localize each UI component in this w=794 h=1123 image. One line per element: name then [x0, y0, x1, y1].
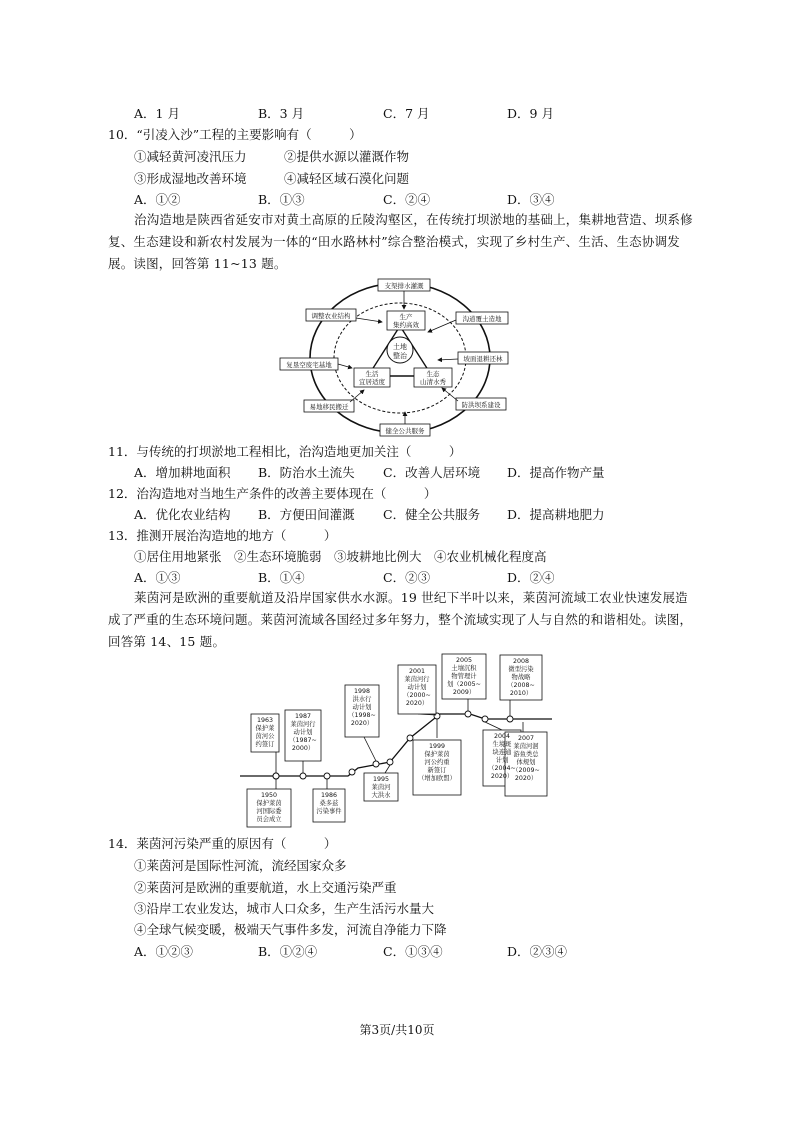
timeline-event-text: （2004~ — [488, 765, 516, 772]
question-stem: 14．莱茵河污染严重的原因有（ ） — [108, 836, 337, 851]
option-b: B．防治水土流失 — [258, 465, 355, 480]
option-c: C．①③④ — [383, 944, 443, 959]
timeline-event-text: 桑多兹 — [319, 800, 339, 807]
timeline-event-text: 保护莱茵 — [256, 800, 282, 807]
center-label: 土地 — [393, 343, 407, 351]
timeline-event-text: 2020） — [490, 773, 514, 780]
outer-node: 坡面退耕还林 — [463, 355, 503, 363]
timeline-event-text: 1963 — [256, 717, 274, 724]
timeline-event-text: （1987~ — [289, 737, 317, 744]
timeline-event-text: （增加欧盟） — [418, 775, 456, 782]
outer-node: 沟道覆土造地 — [462, 315, 502, 323]
reading-passage: 治沟造地是陕西省延安市对黄土高原的丘陵沟壑区，在传统打坝淤地的基础上，集耕地营造、坝系修复、生态建设和新农村发展为一体的“田水路林村”综合整治模式，实现了乡村生产、生活、生态协调发展。读图，回答第 11~13 题。 — [108, 212, 693, 271]
timeline-event-text: 2001 — [408, 668, 426, 675]
question-item: ②提供水源以灌溉作物 — [284, 149, 410, 164]
option-c: C．改善人居环境 — [383, 465, 481, 480]
timeline-event-text: 1950 — [260, 792, 278, 799]
outer-node: 防洪坝系建设 — [461, 401, 501, 409]
timeline-event-text: 物战略 — [511, 674, 531, 681]
option-d: D．提高作物产量 — [507, 465, 605, 480]
triangle-node-ecology: 山清水秀 — [420, 378, 446, 386]
question-item: ①减轻黄河凌汛压力 — [134, 149, 247, 164]
timeline-event-text: 游鱼类总 — [513, 751, 539, 758]
timeline-event-text: 2009） — [452, 689, 476, 696]
option-c: C．7 月 — [383, 106, 430, 121]
option-a: A．①② — [134, 192, 181, 207]
question-items: ①居住用地紧张 ②生态环境脆弱 ③坡耕地比例大 ④农业机械化程度高 — [134, 549, 547, 564]
timeline-event-text: 1986 — [320, 792, 338, 799]
outer-node: 支渠排水灌溉 — [384, 282, 424, 290]
option-a: A．①③ — [134, 570, 181, 585]
timeline-event-text: 体规划 — [516, 759, 536, 766]
timeline-event-text: 动计划 — [293, 729, 313, 736]
question-stem: 10．“引凌入沙”工程的主要影响有（ ） — [108, 127, 362, 142]
timeline-event-text: 计划 — [495, 757, 509, 764]
outer-node: 易地移民搬迁 — [309, 403, 349, 411]
option-d: D．提高耕地肥力 — [507, 507, 605, 522]
question-item: ③形成湿地改善环境 — [134, 171, 247, 186]
timeline-event-text: 大洪水 — [371, 792, 391, 799]
option-b: B．3 月 — [258, 106, 305, 121]
timeline-event-text: 2010） — [509, 690, 533, 697]
timeline-event-text: 2008 — [512, 658, 530, 665]
timeline-event-text: 生境斑 — [492, 741, 512, 748]
question-stem: 11．与传统的打坝淤地工程相比，治沟造地更加关注（ ） — [108, 444, 462, 459]
option-d: D．9 月 — [507, 106, 554, 121]
timeline-event-text: 莱茵河行 — [404, 676, 430, 683]
timeline-event-text: 新签订 — [427, 767, 447, 774]
reading-passage: 莱茵河是欧洲的重要航道及沿岸国家供水水源。19 世纪下半叶以来，莱茵河流域工农业快速发展造成了严重的生态环境问题。莱茵河流域各国经过多年努力，整个流域实现了人与自然的和谐相处。读图，回答第 14、15 题。 — [108, 590, 693, 649]
option-d: D．②④ — [507, 570, 555, 585]
timeline-event-text: 1998 — [353, 688, 371, 695]
outer-node: 健全公共服务 — [385, 427, 425, 435]
timeline-event-text: 河国际委 — [256, 808, 282, 815]
question-item: ②莱茵河是欧洲的重要航道，水上交通污染严重 — [134, 880, 397, 895]
question-item: ①莱茵河是国际性河流，流经国家众多 — [134, 858, 347, 873]
timeline-event-text: 块连通 — [492, 749, 512, 756]
option-b: B．方便田间灌溉 — [258, 507, 355, 522]
timeline-event-text: 划（2005~ — [447, 681, 481, 688]
timeline-event-text: 河公约重 — [424, 759, 450, 766]
option-d: D．②③④ — [507, 944, 568, 959]
timeline-event-text: 物管理计 — [451, 673, 477, 680]
timeline-event-text: 2004 — [493, 733, 511, 740]
question-item: ④全球气候变暖，极端天气事件多发，河流自净能力下降 — [134, 922, 447, 937]
timeline-event-text: 2007 — [517, 735, 535, 742]
timeline-event-text: 保护莱 — [255, 725, 275, 732]
option-a: A．1 月 — [134, 106, 180, 121]
timeline-event-text: 莱茵河 — [371, 784, 391, 791]
page-number: 第3页/共10页 — [359, 1023, 435, 1037]
outer-node: 调整农业结构 — [311, 312, 351, 320]
option-a: A．增加耕地面积 — [134, 465, 231, 480]
timeline-event-text: 动计划 — [407, 684, 427, 691]
triangle-node-production: 集约高效 — [393, 321, 419, 329]
timeline-event-text: 2020） — [514, 775, 538, 782]
option-a: A．①②③ — [134, 944, 194, 959]
timeline-event-text: 洪水行 — [352, 696, 372, 703]
option-d: D．③④ — [507, 192, 555, 207]
triangle-node-ecology: 生态 — [426, 370, 440, 378]
timeline-event-text: （2008~ — [507, 682, 535, 689]
timeline-event-text: 2000） — [291, 745, 315, 752]
option-b: B．①③ — [258, 192, 305, 207]
timeline-event-text: 2020） — [405, 700, 429, 707]
timeline-event-text: 员会成立 — [256, 816, 282, 823]
option-c: C．健全公共服务 — [383, 507, 481, 522]
timeline-event-text: 动计划 — [352, 704, 372, 711]
timeline-event-text: 1995 — [372, 776, 390, 783]
outer-node: 复垦空废宅基地 — [286, 361, 332, 369]
timeline-event-text: 1987 — [294, 713, 312, 720]
timeline-event-text: 约签订 — [255, 741, 275, 748]
timeline-event-text: 2005 — [455, 657, 473, 664]
land-consolidation-diagram — [270, 276, 510, 440]
option-c: C．②④ — [383, 192, 431, 207]
timeline-event-text: 莱茵河洄 — [513, 743, 539, 750]
option-a: A．优化农业结构 — [134, 507, 231, 522]
triangle-node-life: 宜居适度 — [359, 378, 385, 386]
question-stem: 13．推测开展治沟造地的地方（ ） — [108, 528, 337, 543]
question-item: ④减轻区域石漠化问题 — [284, 171, 410, 186]
option-c: C．②③ — [383, 570, 431, 585]
timeline-event-text: 土壤沉积 — [451, 665, 477, 672]
center-label: 整治 — [393, 352, 407, 360]
timeline-event-text: 1999 — [428, 743, 446, 750]
triangle-node-life: 生活 — [365, 370, 379, 378]
timeline-event-text: 莱茵河行 — [290, 721, 316, 728]
rhine-timeline-diagram — [240, 652, 552, 832]
timeline-event-text: 保护莱茵 — [424, 751, 450, 758]
triangle-node-production: 生产 — [399, 313, 413, 321]
question-item: ③沿岸工农业发达，城市人口众多，生产生活污水量大 — [134, 901, 435, 916]
timeline-event-text: 茵河公 — [255, 733, 275, 740]
timeline-event-text: （1998~ — [348, 712, 376, 719]
option-b: B．①②④ — [258, 944, 318, 959]
option-b: B．①④ — [258, 570, 305, 585]
question-stem: 12．治沟造地对当地生产条件的改善主要体现在（ ） — [108, 486, 437, 501]
timeline-event-text: （2009~ — [512, 767, 540, 774]
timeline-event-text: 2020） — [350, 720, 374, 727]
timeline-event-text: 污染事件 — [316, 808, 342, 815]
timeline-event-text: （2000~ — [403, 692, 431, 699]
timeline-event-text: 微型污染 — [508, 666, 534, 673]
